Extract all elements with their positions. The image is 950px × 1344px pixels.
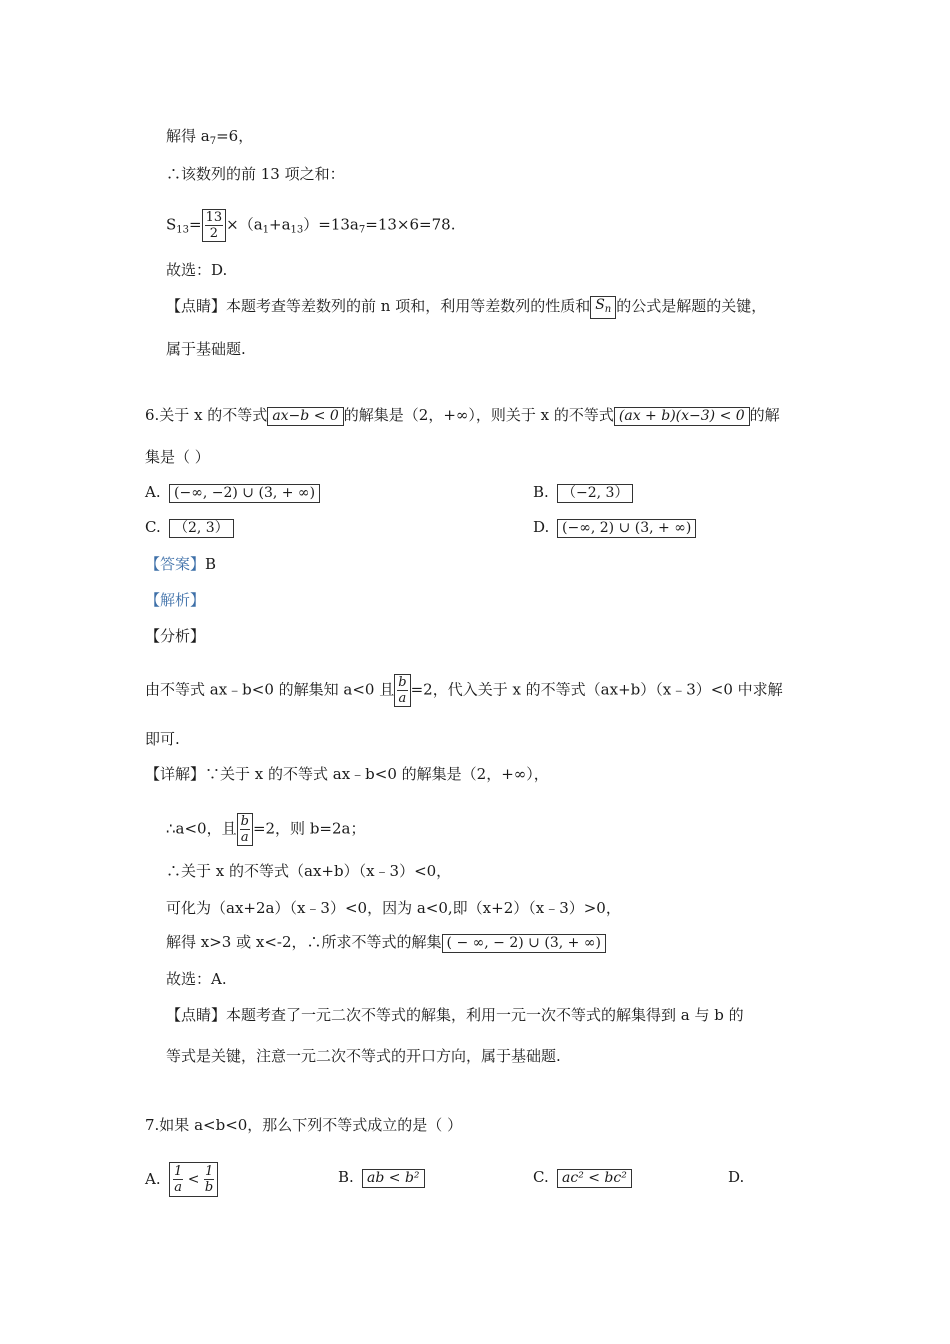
q6-option-d: D. (−∞, 2) ∪ (3, + ∞) <box>533 516 696 538</box>
q6-inequality-box-1: ax−b < 0 <box>267 407 343 426</box>
choice-d-line: 故选：D. <box>166 261 228 279</box>
q6-option-c: C. （2, 3） <box>145 516 234 538</box>
q6-stem-line-1: 6.关于 x 的不等式 ax−b < 0 的解集是（2，+∞），则关于 x 的不等式 (ax + b)(x−3) < 0 的解 <box>145 406 780 424</box>
sn-formula-box: $S_n$ <box>590 296 616 319</box>
comment-line-2: 属于基础题. <box>166 340 246 358</box>
detail-line-4: 可化为（ax+2a）（x﹣3）<0，因为 a<0,即（x+2）（x﹣3）>0， <box>166 899 621 917</box>
detail-line-5: 解得 x>3 或 x<-2，∴所求不等式的解集 ( − ∞, − 2) ∪ (3, + ∞) <box>166 931 606 953</box>
comment-line-1: 【点睛】本题考查等差数列的前 n 项和，利用等差数列的性质和 $S_n$ 的公式是解题的关键， <box>166 295 766 319</box>
sum-intro-line: ∴该数列的前 13 项之和： <box>166 165 345 183</box>
q6-inequality-box-2: (ax + b)(x−3) < 0 <box>614 407 750 426</box>
detail-line-2: ∴a<0，且 $\frac{b}{a}$ =2，则 b=2a； <box>166 814 366 845</box>
fraction-13-over-2: $\frac{13}{2}$ <box>202 209 227 242</box>
q7-option-a: A. $\frac{1}{a}$ < $\frac{1}{b}$ <box>145 1162 218 1197</box>
q7-option-c: C. ac² < bc² <box>533 1166 632 1188</box>
solution-set-box: ( − ∞, − 2) ∪ (3, + ∞) <box>442 934 606 953</box>
analysis-line-2: 即可. <box>145 730 180 748</box>
answer-value: B <box>205 555 217 573</box>
sum-formula-line: $S_{13}=$ $\frac{13}{2}$ $\times(a_1+a_{13})=13a_7=13\times 6=78$. <box>166 210 456 241</box>
analysis-tag: 【解析】 <box>145 591 206 609</box>
fraction-b-over-a: $\frac{b}{a}$ <box>394 674 410 707</box>
fraction-b-over-a-2: $\frac{b}{a}$ <box>237 813 253 846</box>
q7-option-a-box: $\frac{1}{a}$ < $\frac{1}{b}$ <box>169 1162 218 1197</box>
detail-choice-line: 故选：A. <box>166 970 227 988</box>
q6-option-a: A. (−∞, −2) ∪ (3, + ∞) <box>145 481 320 503</box>
q7-stem: 7.如果 a<b<0，那么下列不等式成立的是（ ） <box>145 1116 463 1134</box>
q6-comment-line-1: 【点睛】本题考查了一元二次不等式的解集，利用一元一次不等式的解集得到 a 与 b 的 <box>166 1006 744 1024</box>
fenxi-tag: 【分析】 <box>145 627 206 645</box>
q6-comment-line-2: 等式是关键，注意一元二次不等式的开口方向，属于基础题. <box>166 1047 561 1065</box>
detail-line-3: ∴关于 x 的不等式（ax+b）（x﹣3）<0， <box>166 862 452 880</box>
q7-option-d: D. <box>728 1168 745 1186</box>
q6-option-b: B. （−2, 3） <box>533 481 633 503</box>
solve-line: 解得 $a_7=6$， <box>166 127 254 147</box>
answer-tag: 【答案】 <box>145 555 206 573</box>
detail-line-1: 【详解】∵关于 x 的不等式 ax﹣b<0 的解集是（2，+∞）， <box>145 765 549 783</box>
q6-stem-line-2: 集是（ ） <box>145 448 210 466</box>
q7-option-b: B. ab < b² <box>338 1166 425 1188</box>
q6-answer-line <box>145 553 216 575</box>
analysis-line-1: 由不等式 ax﹣b<0 的解集知 a<0 且 $\frac{b}{a}$ =2，代入关于 x 的不等式（ax+b）（x﹣3）<0 中求解 <box>145 675 783 706</box>
